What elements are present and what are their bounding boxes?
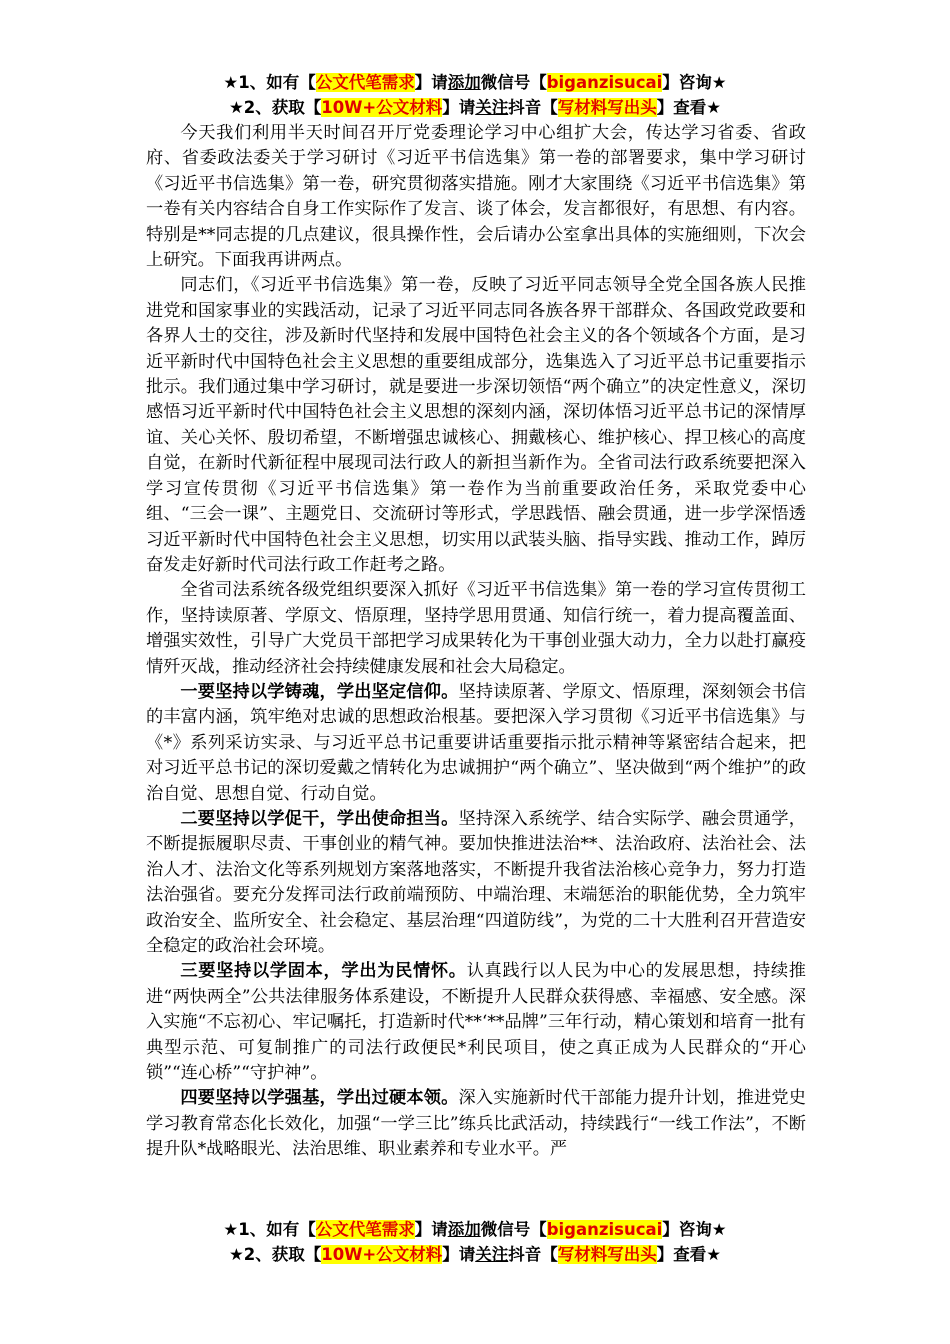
highlight-wechat-id: biganzisucai	[546, 73, 663, 92]
document-body	[146, 121, 806, 1163]
paragraph: 一要坚持以学铸魂，学出坚定信仰。坚持读原著、学原文、悟原理，深刻领会书信的丰富内涵，筑牢绝对忠诚的思想政治根基。要把深入学习贯彻《习近平书信选集》与《*》系列采访实录、与习近平总书记重要讲话重要指示批示精神等紧密结合起来，把对习近平总书记的深切爱戴之情转化为忠诚拥护“两个确立”、坚决做到“两个维护”的政治自觉、思想自觉、行动自觉。	[146, 681, 806, 804]
highlight-service: 公文代笔需求	[315, 1220, 415, 1239]
paragraph: 同志们，《习近平书信选集》第一卷，反映了习近平同志领导全党全国各族人民推进党和国家事业的实践活动，记录了习近平同志同各族各界干部群众、各国政党政要和各界人士的交往，涉及新时代坚持和发展中国特色社会主义的各个领域各个方面，是习近平新时代中国特色社会主义思想的重要组成部分，选集选入了习近平总书记重要指示批示。我们通过集中学习研讨，就是要进一步深切领悟“两个确立”的决定性意义，深切感悟习近平新时代中国特色社会主义思想的深刻内涵，深切体悟习近平总书记的深情厚谊、关心关怀、殷切希望，不断增强忠诚核心、拥戴核心、维护核心、捍卫核心的高度自觉，在新时代新征程中展现司法行政人的新担当新作为。全省司法行政系统要把深入学习宣传贯彻《习近平书信选集》第一卷作为当前重要政治任务，采取党委中心组、“三会一课”、主题党日、交流研讨等形式，学思践悟、融会贯通，进一步学深悟透习近平新时代中国特色社会主义思想，切实用以武装头脑、指导实践、推动工作，踔厉奋发走好新时代司法行政工作赶考之路。	[146, 275, 806, 575]
highlight-wechat-id: biganzisucai	[546, 1220, 663, 1239]
highlight-service: 公文代笔需求	[315, 73, 415, 92]
highlight-douyin-account: 写材料写出头	[557, 1245, 657, 1264]
highlight-materials: 10W+公文材料	[321, 98, 443, 117]
highlight-materials: 10W+公文材料	[321, 1245, 443, 1264]
paragraph: 今天我们利用半天时间召开厅党委理论学习中心组扩大会，传达学习省委、省政府、省委政法委关于学习研讨《习近平书信选集》第一卷的部署要求，集中学习研讨《习近平书信选集》第一卷，研究贯彻落实措施。刚才大家围绕《习近平书信选集》第一卷有关内容结合自身工作实际作了发言、谈了体会，发言都很好，有思想、有内容。特别是**同志提的几点建议，很具操作性，会后请办公室拿出具体的实施细则，下次会上研究。下面我再讲两点。	[146, 123, 806, 271]
paragraph: 三要坚持以学固本，学出为民情怀。认真践行以人民为中心的发展思想，持续推进“两快两全”公共法律服务体系建设，不断提升人民群众获得感、幸福感、安全感。深入实施“不忘初心、牢记嘱托，打造新时代**‘**品牌”三年行动，精心策划和培育一批有典型示范、可复制推广的司法行政便民*利民项目，使之真正成为人民群众的“开心锁”“连心桥”“守护神”。	[146, 961, 806, 1084]
section-heading: 四要坚持以学强基，学出过硬本领。	[180, 1088, 459, 1109]
promo-line-2: ★2、获取【10W+公文材料】请关注抖音【写材料写出头】查看★	[228, 98, 722, 117]
header-promo-banner	[0, 70, 950, 120]
section-heading: 一要坚持以学铸魂，学出坚定信仰。	[180, 681, 459, 702]
paragraph: 全省司法系统各级党组织要深入抓好《习近平书信选集》第一卷的学习宣传贯彻工作，坚持读原著、学原文、悟原理，坚持学思用贯通、知信行统一，着力提高覆盖面、增强实效性，引导广大党员干部把学习成果转化为干事创业强大动力，全力以赴打赢疫情歼灭战，推动经济社会持续健康发展和社会大局稳定。	[146, 580, 806, 677]
section-heading: 三要坚持以学固本，学出为民情怀。	[180, 961, 467, 982]
promo-line-1: ★1、如有【公文代笔需求】请添加微信号【biganzisucai】咨询★	[223, 73, 727, 92]
highlight-douyin-account: 写材料写出头	[557, 98, 657, 117]
paragraph: 四要坚持以学强基，学出过硬本领。深入实施新时代干部能力提升计划，推进党史学习教育常态化长效化，加强“一学三比”练兵比武活动，持续践行“一线工作法”，不断提升队*战略眼光、法治思维、职业素养和专业水平。严	[146, 1088, 806, 1160]
paragraph: 二要坚持以学促干，学出使命担当。坚持深入系统学、结合实际学、融会贯通学，不断提振履职尽责、干事创业的精气神。要加快推进法治**、法治政府、法治社会、法治人才、法治文化等系列规划方案落地落实，不断提升我省法治核心竞争力，努力打造法治强省。要充分发挥司法行政前端预防、中端治理、末端惩治的职能优势，全力筑牢政治安全、监所安全、社会稳定、基层治理“四道防线”，为党的二十大胜利召开营造安全稳定的政治社会环境。	[146, 808, 806, 956]
promo-line-1: ★1、如有【公文代笔需求】请添加微信号【biganzisucai】咨询★	[223, 1220, 727, 1239]
footer-promo-banner	[0, 1217, 950, 1267]
promo-line-2: ★2、获取【10W+公文材料】请关注抖音【写材料写出头】查看★	[228, 1245, 722, 1264]
section-heading: 二要坚持以学促干，学出使命担当。	[180, 808, 459, 829]
